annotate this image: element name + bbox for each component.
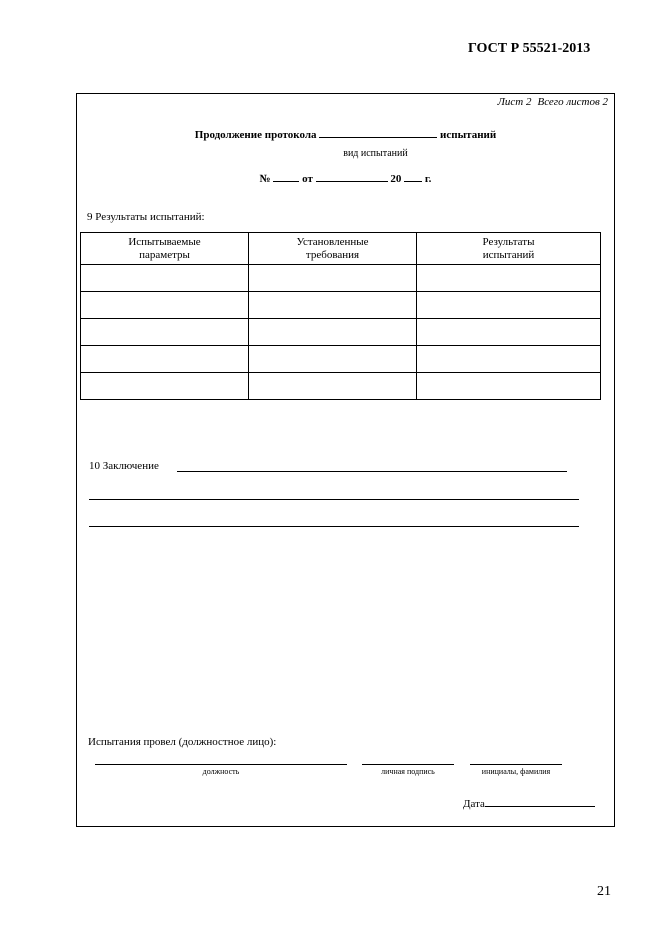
table-cell[interactable] xyxy=(249,319,417,346)
col-header-results: Результаты испытаний xyxy=(417,233,601,265)
table-cell[interactable] xyxy=(417,319,601,346)
year-suffix: г. xyxy=(424,173,432,185)
conclusion-line[interactable] xyxy=(89,499,579,500)
standard-number: ГОСТ Р 55521-2013 xyxy=(468,41,591,56)
table-cell[interactable] xyxy=(417,373,601,400)
name-field[interactable] xyxy=(470,764,562,776)
number-label: № xyxy=(259,173,271,185)
table-cell[interactable] xyxy=(81,319,249,346)
page-number: 21 xyxy=(597,884,611,899)
table-cell[interactable] xyxy=(81,292,249,319)
sheet-label: Лист 2 xyxy=(497,96,532,108)
table-cell[interactable] xyxy=(81,346,249,373)
table-row xyxy=(81,265,601,292)
test-type-blank xyxy=(319,126,437,138)
number-blank xyxy=(273,170,299,182)
table-row xyxy=(81,319,601,346)
table-cell[interactable] xyxy=(249,373,417,400)
year-label: 20 xyxy=(390,173,402,185)
signature-caption: личная подпись xyxy=(381,767,435,776)
test-type-caption: вид испытаний xyxy=(343,148,408,159)
table-row xyxy=(81,292,601,319)
total-sheets-label: Всего листов 2 xyxy=(537,96,608,108)
position-caption: должность xyxy=(202,767,240,776)
protocol-title xyxy=(77,126,614,141)
col-header-parameters: Испытываемые параметры xyxy=(81,233,249,265)
table-cell[interactable] xyxy=(417,265,601,292)
title-suffix: испытаний xyxy=(440,129,497,141)
protocol-number-line xyxy=(77,170,614,185)
from-label: от xyxy=(302,173,313,185)
table-row xyxy=(81,346,601,373)
table-cell[interactable] xyxy=(249,265,417,292)
signature-field[interactable] xyxy=(362,764,454,776)
results-table xyxy=(80,232,601,400)
date-blank xyxy=(316,170,388,182)
date-label: Дата xyxy=(463,798,485,810)
conclusion-line[interactable] xyxy=(177,471,567,472)
table-cell[interactable] xyxy=(417,292,601,319)
position-field[interactable] xyxy=(95,764,347,776)
table-cell[interactable] xyxy=(417,346,601,373)
table-cell[interactable] xyxy=(81,373,249,400)
table-cell[interactable] xyxy=(249,292,417,319)
sheet-counter xyxy=(491,96,608,108)
table-row xyxy=(81,373,601,400)
protocol-form xyxy=(76,93,615,827)
conclusion-line[interactable] xyxy=(89,526,579,527)
table-cell[interactable] xyxy=(81,265,249,292)
section-9-title: 9 Результаты испытаний: xyxy=(87,211,205,223)
col-header-requirements: Установленные требования xyxy=(249,233,417,265)
date-field[interactable] xyxy=(485,795,595,807)
date-row xyxy=(463,795,595,810)
section-10-title: 10 Заключение xyxy=(89,460,159,472)
year-blank xyxy=(404,170,422,182)
table-header-row xyxy=(81,233,601,265)
table-cell[interactable] xyxy=(249,346,417,373)
title-prefix: Продолжение протокола xyxy=(194,129,317,141)
tester-label: Испытания провел (должностное лицо): xyxy=(88,736,277,748)
name-caption: инициалы, фамилия xyxy=(481,767,551,776)
